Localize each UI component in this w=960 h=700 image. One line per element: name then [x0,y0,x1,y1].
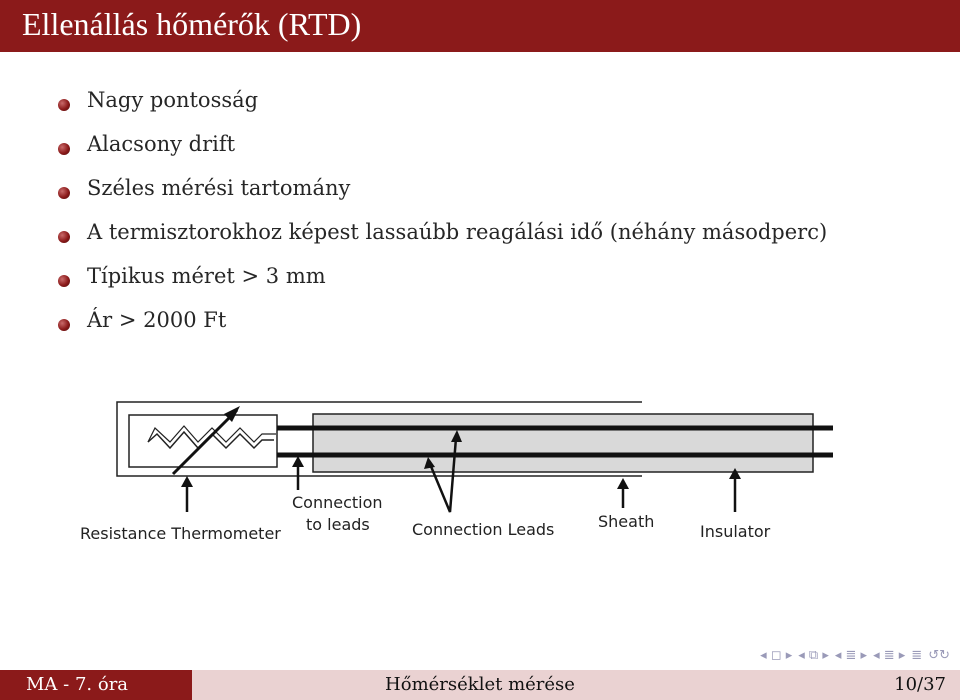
bullet-icon [58,275,70,287]
nav-section-icon[interactable]: ◂ ≣ ▸ [873,647,906,663]
slide-title: Ellenállás hőmérők (RTD) [22,6,362,42]
nav-search-icon[interactable]: ↺↻ [928,647,950,663]
label-connection: Connection [292,493,383,512]
nav-subsection-icon[interactable]: ◂ ≣ ▸ [834,647,868,663]
nav-frame-icon[interactable]: ◂ ⧉ ▸ [798,647,829,663]
bullet-icon [58,319,70,331]
nav-last-icon[interactable]: ≣ [911,647,923,663]
footer-topic: Hőmérséklet mérése [192,670,768,700]
bullet-icon [58,143,70,155]
label-resistance-thermometer: Resistance Thermometer [80,524,281,543]
footer-course: MA - 7. óra [0,670,192,700]
rtd-diagram [0,390,960,560]
footer-page-number: 10/37 [768,670,960,700]
beamer-navigation [760,645,950,665]
label-insulator: Insulator [700,522,771,541]
bullet-icon [58,187,70,199]
label-to-leads: to leads [306,515,370,534]
footer-bar [0,670,960,700]
nav-first-icon[interactable]: ◂ ◻ ▸ [760,647,793,663]
label-sheath: Sheath [598,512,655,531]
bullet-icon [58,99,70,111]
title-bar [0,0,960,52]
label-connection-leads: Connection Leads [412,520,555,539]
bullet-icon [58,231,70,243]
